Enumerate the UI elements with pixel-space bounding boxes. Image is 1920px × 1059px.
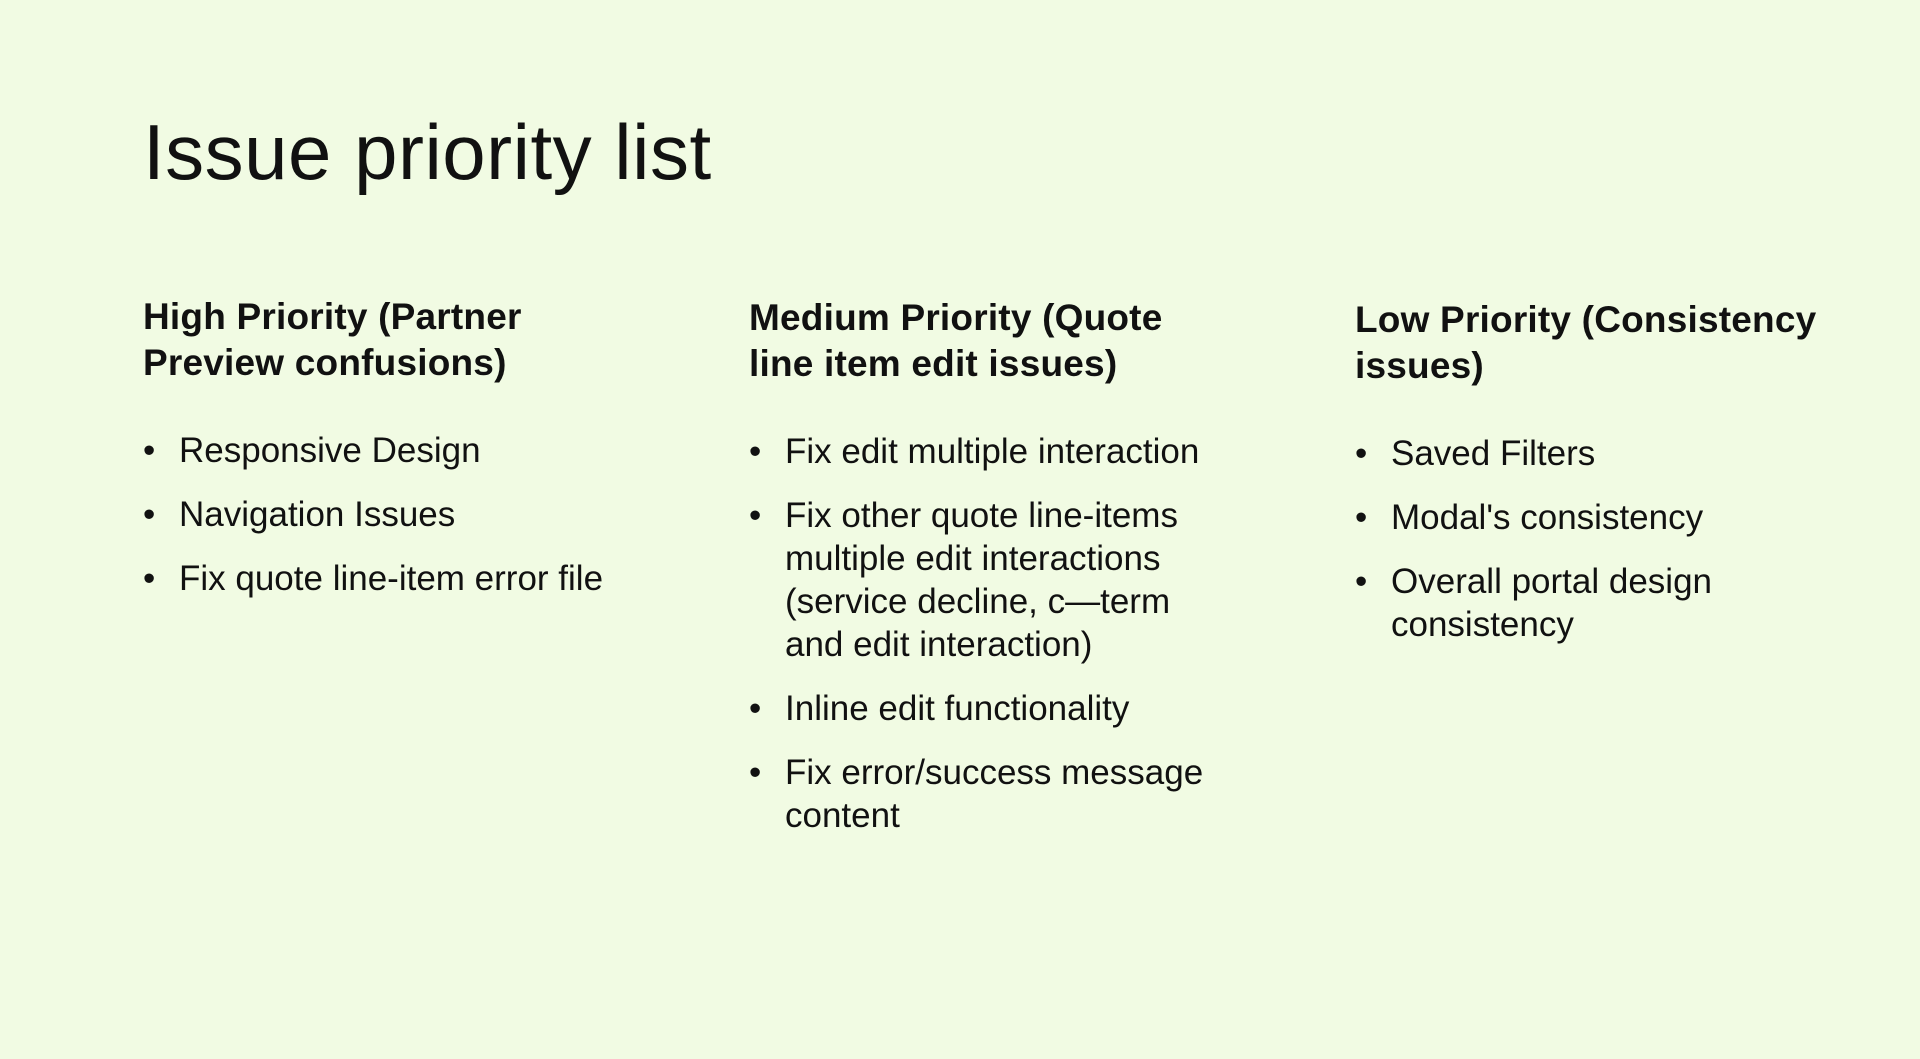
bullet-icon: • <box>143 494 156 534</box>
list-item <box>749 430 1219 473</box>
bullet-icon: • <box>749 688 762 728</box>
column-high-priority <box>143 294 613 621</box>
column-medium-priority <box>749 295 1219 858</box>
bullet-icon: • <box>1355 433 1368 473</box>
column-low-priority <box>1355 297 1825 667</box>
list-item-text: Responsive Design <box>179 430 481 470</box>
bullet-icon: • <box>143 430 156 470</box>
list-item <box>143 557 613 600</box>
list-item <box>749 494 1219 666</box>
column-heading: High Priority (Partner Preview confusions) <box>143 296 522 384</box>
bullet-icon: • <box>1355 497 1368 537</box>
list-item <box>1355 560 1825 646</box>
list-item-text: Inline edit functionality <box>785 688 1130 728</box>
bullet-icon: • <box>749 431 762 471</box>
slide-title: Issue priority list <box>143 108 712 196</box>
bullet-list <box>143 429 613 600</box>
list-item-text: Fix edit multiple interaction <box>785 431 1200 471</box>
bullet-icon: • <box>1355 561 1368 601</box>
list-item <box>143 493 613 536</box>
column-heading: Medium Priority (Quote line item edit issues) <box>749 297 1163 385</box>
list-item-text: Fix error/success message content <box>785 752 1204 835</box>
list-item-text: Modal's consistency <box>1391 497 1704 537</box>
list-item-text: Fix other quote line-items multiple edit interactions (service decline, c—term and edit interaction) <box>785 495 1178 664</box>
bullet-icon: • <box>143 558 156 598</box>
list-item <box>143 429 613 472</box>
column-heading: Low Priority (Consistency issues) <box>1355 299 1817 387</box>
bullet-list <box>1355 432 1825 646</box>
list-item <box>749 687 1219 730</box>
list-item <box>1355 496 1825 539</box>
list-item-text: Overall portal design consistency <box>1391 561 1712 644</box>
bullet-list <box>749 430 1219 837</box>
list-item-text: Fix quote line-item error file <box>179 558 604 598</box>
list-item-text: Navigation Issues <box>179 494 456 534</box>
bullet-icon: • <box>749 495 762 535</box>
list-item-text: Saved Filters <box>1391 433 1596 473</box>
list-item <box>1355 432 1825 475</box>
bullet-icon: • <box>749 752 762 792</box>
list-item <box>749 751 1219 837</box>
